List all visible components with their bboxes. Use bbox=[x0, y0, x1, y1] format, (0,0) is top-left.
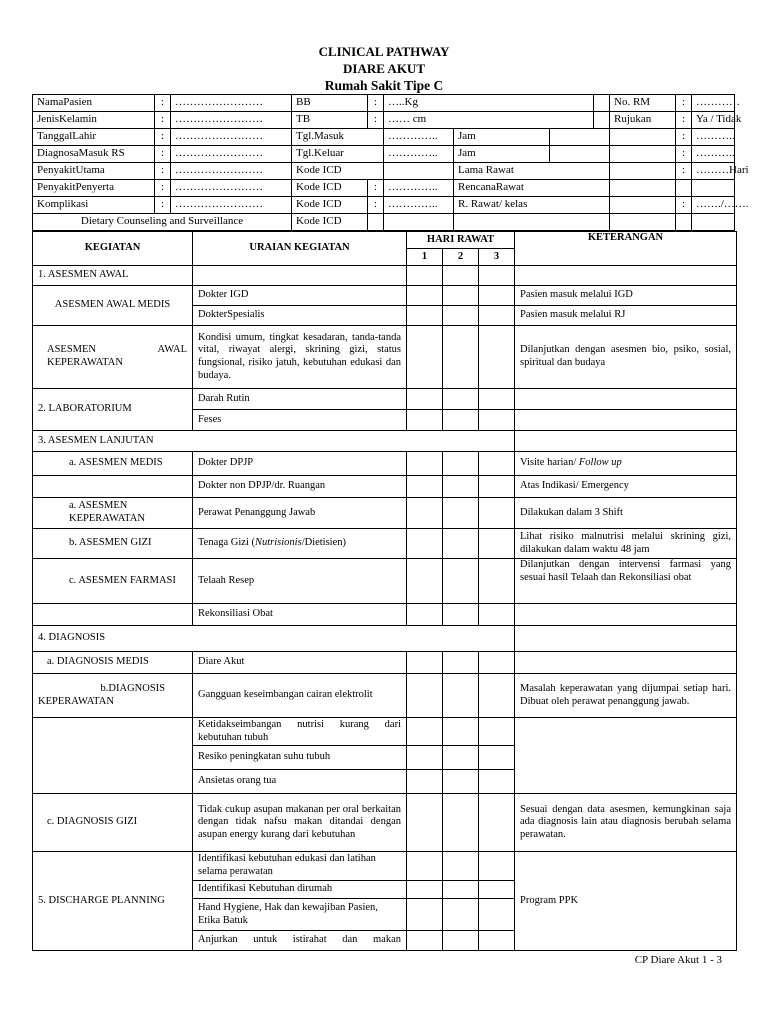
field-tgl-keluar[interactable]: ………….. bbox=[384, 146, 454, 163]
colon: : bbox=[155, 112, 171, 129]
ket-sesuai-asesmen: Sesuai dengan data asesmen, kemungkinan saja ada diagnosis lain atau diagnosis berubah selama perawatan. bbox=[515, 794, 737, 852]
check-cell[interactable] bbox=[443, 389, 479, 410]
check-cell[interactable] bbox=[443, 306, 479, 326]
label-kode-icd: Kode ICD bbox=[292, 180, 368, 197]
section-laboratorium: 2. LABORATORIUM bbox=[33, 389, 193, 431]
colon: : bbox=[155, 129, 171, 146]
kegiatan-diagnosis-gizi: c. DIAGNOSIS GIZI bbox=[33, 794, 193, 852]
check-cell[interactable] bbox=[407, 652, 443, 674]
check-cell[interactable] bbox=[443, 498, 479, 529]
label-dietary: Dietary Counseling and Surveillance bbox=[33, 214, 292, 231]
uraian-dokter-igd: Dokter IGD bbox=[193, 286, 407, 306]
field-nama-pasien[interactable]: …………………… bbox=[171, 95, 292, 112]
cell-empty bbox=[692, 180, 735, 197]
kegiatan-lanjutan-medis: a. ASESMEN MEDIS bbox=[33, 452, 193, 476]
check-cell[interactable] bbox=[479, 718, 515, 746]
cell-empty bbox=[550, 146, 610, 163]
cell-empty bbox=[594, 95, 610, 112]
cell-empty bbox=[676, 180, 692, 197]
cell-empty bbox=[368, 214, 384, 231]
check-cell[interactable] bbox=[479, 899, 515, 931]
label-jam-keluar: Jam bbox=[454, 146, 550, 163]
field-kode-icd-penyerta[interactable]: ………….. bbox=[384, 180, 454, 197]
check-cell[interactable] bbox=[443, 852, 479, 881]
check-cell[interactable] bbox=[443, 899, 479, 931]
header-kegiatan: KEGIATAN bbox=[33, 232, 193, 266]
check-cell[interactable] bbox=[407, 931, 443, 951]
field-tgl-masuk[interactable]: ………….. bbox=[384, 129, 454, 146]
check-cell[interactable] bbox=[443, 559, 479, 604]
check-cell[interactable] bbox=[443, 794, 479, 852]
uraian-dokter-non-dpjp: Dokter non DPJP/dr. Ruangan bbox=[193, 476, 407, 498]
check-cell[interactable] bbox=[443, 746, 479, 770]
patient-info-table bbox=[32, 94, 749, 231]
cell-empty bbox=[610, 180, 676, 197]
check-cell[interactable] bbox=[443, 529, 479, 559]
check-cell[interactable] bbox=[479, 931, 515, 951]
uraian-dokter-spesialis: DokterSpesialis bbox=[193, 306, 407, 326]
colon: : bbox=[368, 180, 384, 197]
section-discharge-planning: 5. DISCHARGE PLANNING bbox=[33, 852, 193, 951]
label-lama-rawat: Lama Rawat bbox=[454, 163, 610, 180]
label-tanggal-lahir: TanggalLahir bbox=[33, 129, 155, 146]
cell-empty bbox=[454, 214, 610, 231]
check-cell[interactable] bbox=[479, 529, 515, 559]
check-cell[interactable] bbox=[443, 770, 479, 794]
label-nama-pasien: NamaPasien bbox=[33, 95, 155, 112]
cell-empty bbox=[610, 146, 676, 163]
label-tgl-keluar: Tgl.Keluar bbox=[292, 146, 384, 163]
uraian-ketidakseimbangan-nutrisi: Ketidakseimbangan nutrisi kurang dari kebutuhan tubuh bbox=[193, 718, 407, 746]
uraian-anjurkan-istirahat: Anjurkan untuk istirahat dan makan bbox=[193, 931, 407, 951]
colon: : bbox=[676, 112, 692, 129]
check-cell[interactable] bbox=[407, 410, 443, 431]
page-footer: CP Diare Akut 1 - 3 bbox=[634, 954, 722, 966]
uraian-telaah-resep: Telaah Resep bbox=[193, 559, 407, 604]
check-cell[interactable] bbox=[407, 746, 443, 770]
uraian-resiko-suhu: Resiko peningkatan suhu tubuh bbox=[193, 746, 407, 770]
header-uraian: URAIAN KEGIATAN bbox=[193, 232, 407, 266]
uraian-perawat: Perawat Penanggung Jawab bbox=[193, 498, 407, 529]
colon: : bbox=[676, 95, 692, 112]
check-cell[interactable] bbox=[443, 604, 479, 626]
field-r-rawat-kelas[interactable]: ……./……. bbox=[692, 197, 735, 214]
ket-visite: Visite harian/ Follow up bbox=[515, 452, 737, 476]
field-komplikasi[interactable]: …………………… bbox=[171, 197, 292, 214]
colon: : bbox=[155, 180, 171, 197]
pathway-table bbox=[32, 231, 737, 951]
check-cell[interactable] bbox=[407, 794, 443, 852]
ket-igd: Pasien masuk melalui IGD bbox=[515, 286, 737, 306]
colon: : bbox=[676, 146, 692, 163]
kegiatan-lanjutan-keperawatan: a. ASESMEN KEPERAWATAN bbox=[33, 498, 193, 529]
header-day-1: 1 bbox=[407, 249, 443, 266]
field-jam-masuk[interactable]: ……….. bbox=[692, 129, 735, 146]
colon: : bbox=[368, 197, 384, 214]
check-cell[interactable] bbox=[407, 529, 443, 559]
field-no-rm[interactable]: ………… bbox=[692, 95, 735, 112]
label-penyakit-utama: PenyakitUtama bbox=[33, 163, 155, 180]
field-jam-keluar[interactable]: ……….. bbox=[692, 146, 735, 163]
check-cell[interactable] bbox=[443, 881, 479, 899]
check-cell[interactable] bbox=[407, 498, 443, 529]
field-diagnosa-masuk[interactable]: …………………… bbox=[171, 146, 292, 163]
check-cell[interactable] bbox=[443, 652, 479, 674]
uraian-tenaga-gizi: Tenaga Gizi (Nutrisionis/Dietisien) bbox=[193, 529, 407, 559]
uraian-asupan-makanan: Tidak cukup asupan makanan per oral berkaitan dengan tidak nafsu makan ditandai dengan asupan energy kurang dari kebutuhan bbox=[193, 794, 407, 852]
check-cell[interactable] bbox=[407, 674, 443, 718]
ket-shift: Dilakukan dalam 3 Shift bbox=[515, 498, 737, 529]
label-rencana-rawat: RencanaRawat bbox=[454, 180, 610, 197]
colon: : bbox=[155, 95, 171, 112]
ket-farmasi: Dilanjutkan dengan intervensi farmasi yang sesuai hasil Telaah dan Rekonsiliasi obat bbox=[515, 559, 737, 604]
check-cell[interactable] bbox=[407, 389, 443, 410]
label-kode-icd: Kode ICD bbox=[292, 214, 368, 231]
check-cell[interactable] bbox=[479, 852, 515, 881]
field-tanggal-lahir[interactable]: …………………… bbox=[171, 129, 292, 146]
check-cell[interactable] bbox=[479, 770, 515, 794]
kegiatan-asesmen-farmasi: c. ASESMEN FARMASI bbox=[33, 559, 193, 604]
section-asesmen-lanjutan: 3. ASESMEN LANJUTAN bbox=[33, 431, 515, 452]
check-cell[interactable] bbox=[443, 452, 479, 476]
check-cell[interactable] bbox=[407, 852, 443, 881]
check-cell[interactable] bbox=[407, 881, 443, 899]
check-cell[interactable] bbox=[479, 286, 515, 306]
check-cell[interactable] bbox=[479, 881, 515, 899]
title-line-3: Rumah Sakit Tipe C bbox=[324, 78, 444, 93]
field-penyakit-utama[interactable]: …………………… bbox=[171, 163, 292, 180]
check-cell[interactable] bbox=[443, 476, 479, 498]
check-cell[interactable] bbox=[407, 476, 443, 498]
check-cell[interactable] bbox=[479, 794, 515, 852]
uraian-hand-hygiene: Hand Hygiene, Hak dan kewajiban Pasien, Etika Batuk bbox=[193, 899, 407, 931]
ket-masalah-keperawatan: Masalah keperawatan yang dijumpai setiap hari. Dibuat oleh perawat penanggung jawab. bbox=[515, 674, 737, 718]
check-cell[interactable] bbox=[407, 718, 443, 746]
label-r-rawat-kelas: R. Rawat/ kelas bbox=[454, 197, 610, 214]
check-cell[interactable] bbox=[479, 389, 515, 410]
cell-empty bbox=[594, 112, 610, 129]
cell-empty bbox=[610, 214, 676, 231]
cell-empty bbox=[692, 214, 735, 231]
label-kode-icd: Kode ICD bbox=[292, 163, 384, 180]
check-cell[interactable] bbox=[479, 498, 515, 529]
check-cell[interactable] bbox=[443, 410, 479, 431]
check-cell[interactable] bbox=[479, 476, 515, 498]
ket-bio-psiko: Dilanjutkan dengan asesmen bio, psiko, sosial, spiritual dan budaya bbox=[515, 326, 737, 389]
title-line-2: DIARE AKUT bbox=[343, 61, 425, 76]
ket-program-ppk: Program PPK bbox=[515, 852, 737, 951]
header-day-2: 2 bbox=[443, 249, 479, 266]
uraian-diare-akut: Diare Akut bbox=[193, 652, 407, 674]
kegiatan-diagnosis-keperawatan: b.DIAGNOSIS KEPERAWATAN bbox=[33, 674, 193, 718]
label-diagnosa-masuk: DiagnosaMasuk RS bbox=[33, 146, 155, 163]
label-tgl-masuk: Tgl.Masuk bbox=[292, 129, 384, 146]
label-jam: Jam bbox=[454, 129, 550, 146]
cell-empty bbox=[610, 197, 676, 214]
uraian-ansietas: Ansietas orang tua bbox=[193, 770, 407, 794]
colon: : bbox=[676, 197, 692, 214]
check-cell[interactable] bbox=[479, 746, 515, 770]
label-penyakit-penyerta: PenyakitPenyerta bbox=[33, 180, 155, 197]
ket-gizi: Lihat risiko malnutrisi melalui skrining gizi, dilakukan dalam waktu 48 jam bbox=[515, 529, 737, 559]
check-cell[interactable] bbox=[407, 899, 443, 931]
field-bb[interactable]: …..Kg bbox=[384, 95, 594, 112]
check-cell[interactable] bbox=[479, 652, 515, 674]
label-rujukan: Rujukan bbox=[610, 112, 676, 129]
uraian-darah-rutin: Darah Rutin bbox=[193, 389, 407, 410]
uraian-kebutuhan-dirumah: Identifikasi Kebutuhan dirumah bbox=[193, 881, 407, 899]
label-kode-icd: Kode ICD bbox=[292, 197, 368, 214]
cell-empty bbox=[610, 163, 676, 180]
cell-empty bbox=[610, 129, 676, 146]
cell-empty bbox=[550, 129, 610, 146]
uraian-dokter-dpjp: Dokter DPJP bbox=[193, 452, 407, 476]
colon: : bbox=[155, 163, 171, 180]
cell-empty bbox=[384, 214, 454, 231]
check-cell[interactable] bbox=[479, 559, 515, 604]
kegiatan-asesmen-awal-keperawatan: ASESMEN AWAL KEPERAWATAN bbox=[33, 326, 193, 389]
cell-empty bbox=[676, 214, 692, 231]
check-cell[interactable] bbox=[407, 306, 443, 326]
header-hari-rawat: HARI RAWAT bbox=[407, 232, 515, 249]
ket-emergency: Atas Indikasi/ Emergency bbox=[515, 476, 737, 498]
check-cell[interactable] bbox=[443, 326, 479, 389]
label-jenis-kelamin: JenisKelamin bbox=[33, 112, 155, 129]
check-cell[interactable] bbox=[479, 674, 515, 718]
uraian-rekonsiliasi-obat: Rekonsiliasi Obat bbox=[193, 604, 407, 626]
label-bb: BB bbox=[292, 95, 368, 112]
field-kode-icd-komplikasi[interactable]: ………….. bbox=[384, 197, 454, 214]
check-cell[interactable] bbox=[479, 326, 515, 389]
kegiatan-asesmen-awal-medis: ASESMEN AWAL MEDIS bbox=[33, 286, 193, 326]
check-cell[interactable] bbox=[407, 452, 443, 476]
field-rujukan[interactable]: Ya / Tidak bbox=[692, 112, 735, 129]
check-cell[interactable] bbox=[407, 604, 443, 626]
cell-empty bbox=[384, 163, 454, 180]
uraian-feses: Feses bbox=[193, 410, 407, 431]
header-day-3: 3 bbox=[479, 249, 515, 266]
colon: : bbox=[155, 197, 171, 214]
check-cell[interactable] bbox=[407, 286, 443, 306]
title-line-1: CLINICAL PATHWAY bbox=[318, 44, 450, 59]
colon: : bbox=[368, 112, 384, 129]
ket-rj: Pasien masuk melalui RJ bbox=[515, 306, 737, 326]
check-cell[interactable] bbox=[407, 770, 443, 794]
colon: : bbox=[676, 129, 692, 146]
check-cell[interactable] bbox=[479, 452, 515, 476]
uraian-identifikasi-edukasi: Identifikasi kebutuhan edukasi dan latihan selama perawatan bbox=[193, 852, 407, 881]
check-cell[interactable] bbox=[443, 718, 479, 746]
field-tb[interactable]: …… cm bbox=[384, 112, 594, 129]
check-cell[interactable] bbox=[479, 306, 515, 326]
colon: : bbox=[368, 95, 384, 112]
check-cell[interactable] bbox=[479, 604, 515, 626]
field-penyakit-penyerta[interactable]: …………………… bbox=[171, 180, 292, 197]
check-cell[interactable] bbox=[479, 410, 515, 431]
label-no-rm: No. RM bbox=[610, 95, 676, 112]
section-diagnosis: 4. DIAGNOSIS bbox=[33, 626, 515, 652]
colon: : bbox=[155, 146, 171, 163]
uraian-kondisi-umum: Kondisi umum, tingkat kesadaran, tanda-tanda vital, riwayat alergi, skrining gizi, status fungsional, risiko jatuh, kebutuhan edukasi dan budaya. bbox=[193, 326, 407, 389]
label-komplikasi: Komplikasi bbox=[33, 197, 155, 214]
field-lama-rawat[interactable]: ………Hari bbox=[692, 163, 735, 180]
field-jenis-kelamin[interactable]: …………………… bbox=[171, 112, 292, 129]
uraian-gangguan-cairan: Gangguan keseimbangan cairan elektrolit bbox=[193, 674, 407, 718]
label-tb: TB bbox=[292, 112, 368, 129]
check-cell[interactable] bbox=[443, 286, 479, 306]
check-cell[interactable] bbox=[407, 326, 443, 389]
colon: : bbox=[676, 163, 692, 180]
kegiatan-diagnosis-medis: a. DIAGNOSIS MEDIS bbox=[33, 652, 193, 674]
check-cell[interactable] bbox=[407, 559, 443, 604]
header-keterangan: KETERANGAN bbox=[515, 232, 737, 266]
check-cell[interactable] bbox=[443, 674, 479, 718]
kegiatan-asesmen-gizi: b. ASESMEN GIZI bbox=[33, 529, 193, 559]
section-asesmen-awal: 1. ASESMEN AWAL bbox=[33, 266, 193, 286]
check-cell[interactable] bbox=[443, 931, 479, 951]
